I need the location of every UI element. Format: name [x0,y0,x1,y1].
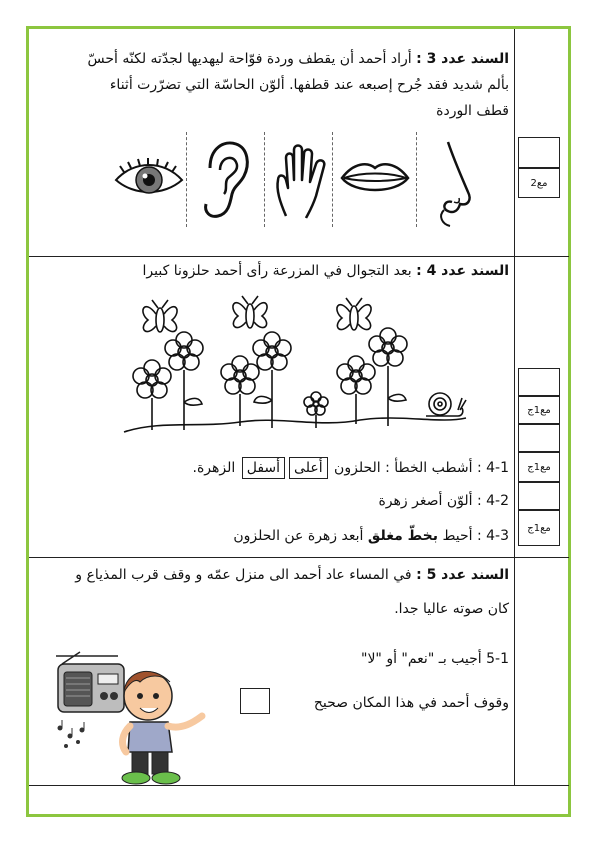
s3-text-line2: بألم شديد فقد جُرح إصبعه عند قطفها. ألوّن الحاسّة التي تضرّرت أثناء [109,77,509,93]
senses-separator [332,132,333,227]
criterion-box-s4-1a [518,368,560,396]
s3-label: السند عدد 3 : [416,51,509,67]
lips-icon[interactable] [340,158,410,198]
senses-separator [264,132,265,227]
s4-intro: بعد التجوال في المزرعة رأى أحمد حلزونا كبيرا [142,263,412,279]
s4-q3-post: أبعد زهرة عن الحلزون [233,528,364,544]
s5-q1-line: 5-1 أجيب بـ "نعم" أو "لا" [361,651,509,667]
s4-label: السند عدد 4 : [416,263,509,279]
senses-separator [416,132,417,227]
hand-icon[interactable] [272,140,330,220]
criterion-label-s4-2: مع1ج [518,452,560,482]
s3-text-line3: قطف الوردة [436,103,509,119]
s5-q1-statement: وقوف أحمد في هذا المكان صحيح [313,695,509,711]
eye-icon[interactable] [114,156,184,202]
section-divider-5 [29,557,569,558]
s5-text-line1 [75,562,509,588]
s4-q3-bold: بخطّ مغلق [367,528,438,544]
criterion-label-s3: مع2 [518,168,560,198]
criterion-box-s3 [518,137,560,168]
section-divider-4 [29,256,569,257]
senses-separator [186,132,187,227]
flower-garden-illustration [120,292,470,442]
boy-near-radio-illustration [52,652,212,786]
s4-intro-line [143,258,509,284]
answer-box[interactable] [240,688,270,714]
s4-q1-post: الزهرة. [192,460,236,476]
s4-q1-pre: 4-1 : أشطب الخطأ : الحلزون [334,460,509,476]
s5-text-line2: كان صوته عاليا جدا. [394,601,509,617]
s3-text-line1 [88,46,509,72]
criteria-column-divider [514,29,515,785]
s4-q3-pre: 4-3 : أحيط [442,528,509,544]
section-divider-bottom [29,785,569,786]
s3-line1: أراد أحمد أن يقطف وردة فوّاحة ليهديها لجدّته لكنّه أحسّ [87,51,412,67]
criterion-label-s4-3: مع1ج [518,510,560,546]
criterion-box-s4-2a [518,424,560,452]
option-below-box[interactable]: أسفل [242,457,285,479]
ear-icon[interactable] [200,138,252,220]
option-above-box[interactable]: أعلى [289,457,328,479]
s5-line1: في المساء عاد أحمد الى منزل عمّه و وقف قرب المذياع و [75,567,412,583]
s4-q2-line: 4-2 : ألوّن أصغر زهرة [378,493,509,509]
nose-icon[interactable] [428,140,478,230]
s4-q3-line [233,523,509,549]
criterion-label-s4-1: مع1ج [518,396,560,424]
s4-q1-line [193,455,510,481]
criterion-box-s4-3a [518,482,560,510]
s5-label: السند عدد 5 : [416,567,509,583]
